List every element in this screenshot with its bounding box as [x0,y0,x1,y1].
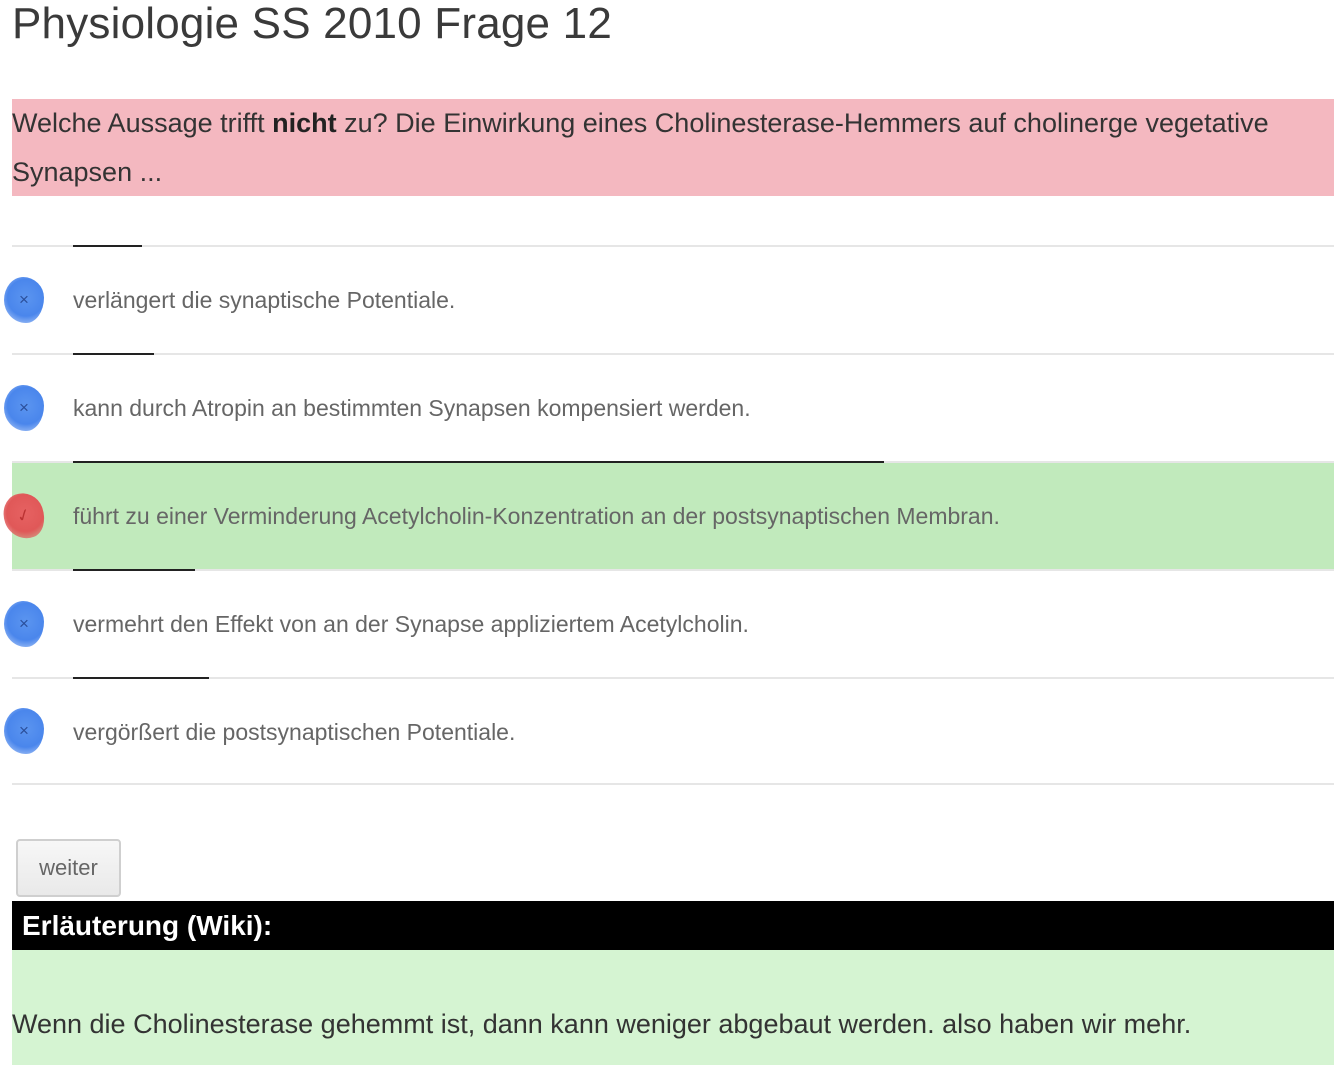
answer-option-1[interactable] [12,245,1334,353]
answer-option-2[interactable] [12,353,1334,461]
question-suffix: zu? Die Einwirkung eines Cholinesterase-Hemmers auf cholinerge vegetative Synapsen ... [12,108,1269,187]
answer-text: kann durch Atropin an bestimmten Synapsen kompensiert werden. [73,394,751,421]
answer-text: vermehrt den Effekt von an der Synapse appliziertem Acetylcholin. [73,610,749,637]
answer-option-5[interactable] [12,677,1334,785]
wrong-mark-icon: × [4,601,44,647]
answer-text: verlängert die synaptische Potentiale. [73,286,456,313]
correct-mark-icon: ✓ [0,488,51,545]
wrong-mark-icon: × [4,277,44,323]
answer-text: führt zu einer Verminderung Acetylcholin-Konzentration an der postsynaptischen Membran. [73,502,1000,529]
question-emphasis: nicht [272,108,337,138]
explanation-body [12,950,1334,1065]
answer-option-4[interactable] [12,569,1334,677]
wrong-mark-icon: × [4,385,44,431]
explanation-text: Wenn die Cholinesterase gehemmt ist, dann kann weniger abgebaut werden. also haben wir mehr. [12,1009,1192,1039]
question-text [12,99,1334,196]
explanation-header: Erläuterung (Wiki): [12,901,1334,950]
question-prefix: Welche Aussage trifft [12,108,273,138]
answer-option-3[interactable] [12,461,1334,569]
answer-list [12,245,1334,785]
page-title: Physiologie SS 2010 Frage 12 [12,0,612,48]
wrong-mark-icon: × [4,708,44,754]
answer-text: vergörßert die postsynaptischen Potentiale. [73,718,516,745]
next-button[interactable]: weiter [16,839,121,897]
